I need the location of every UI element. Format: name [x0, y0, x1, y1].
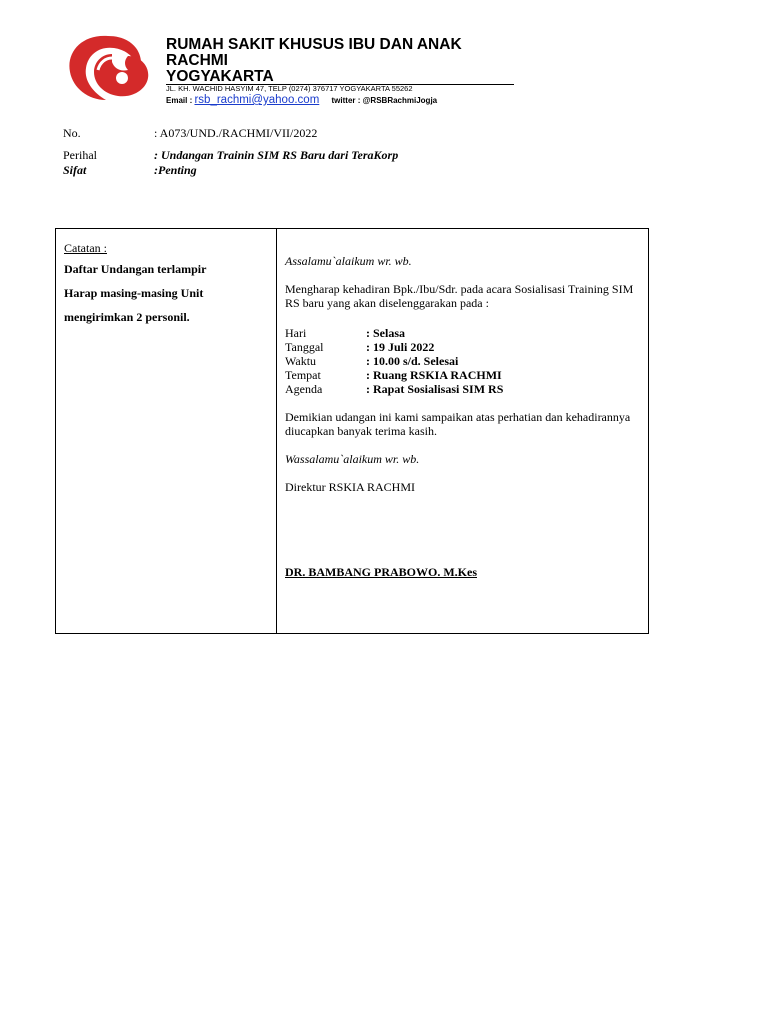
hospital-name-line1: RUMAH SAKIT KHUSUS IBU DAN ANAK	[166, 36, 462, 53]
detail-label: Hari	[285, 326, 307, 340]
priority-value: :Penting	[154, 163, 197, 177]
mother-child-logo-icon	[62, 30, 154, 104]
twitter-handle: twitter : @RSBRachmiJogja	[331, 96, 438, 105]
number-label: No.	[63, 126, 81, 140]
signer-title: Direktur RSKIA RACHMI	[285, 480, 416, 494]
notes-line: Harap masing-masing Unit	[64, 286, 204, 300]
letter-body-box	[55, 228, 649, 634]
contact-line	[166, 94, 437, 106]
detail-value: : 10.00 s/d. Selesai	[366, 354, 459, 368]
hospital-city: YOGYAKARTA	[166, 68, 274, 85]
detail-value: : Selasa	[366, 326, 405, 340]
hospital-address: JL. KH. WACHID HASYIM 47, TELP (0274) 376717 YOGYAKARTA 55262	[166, 84, 413, 93]
subject-label: Perihal	[63, 148, 97, 162]
notes-line: mengirimkan 2 personil.	[64, 310, 190, 324]
email-label: Email :	[166, 96, 193, 105]
closing-block	[285, 410, 645, 494]
detail-value: : Rapat Sosialisasi SIM RS	[366, 382, 504, 396]
email-link[interactable]: rsb_rachmi@yahoo.com	[194, 94, 320, 106]
signer-name: DR. BAMBANG PRABOWO. M.Kes	[285, 565, 477, 579]
detail-value: : 19 Juli 2022	[366, 340, 435, 354]
number-value: : A073/UND./RACHMI/VII/2022	[154, 126, 318, 140]
hospital-name-line2: RACHMI	[166, 52, 228, 69]
detail-label: Agenda	[285, 382, 323, 396]
greeting: Assalamu`alaikum wr. wb.	[285, 254, 412, 268]
column-divider	[276, 229, 277, 633]
detail-label: Tanggal	[285, 340, 324, 354]
detail-label: Waktu	[285, 354, 317, 368]
notes-column	[64, 241, 269, 328]
intro-paragraph: Mengharap kehadiran Bpk./Ibu/Sdr. pada acara Sosialisasi Training SIM RS baru yang akan diselenggarakan pada :	[285, 282, 634, 310]
farewell: Wassalamu`alaikum wr. wb.	[285, 452, 420, 466]
detail-label: Tempat	[285, 368, 321, 382]
notes-line: Daftar Undangan terlampir	[64, 262, 207, 276]
subject-value: : Undangan Trainin SIM RS Baru dari TeraKorp	[154, 148, 399, 162]
priority-label: Sifat	[63, 163, 87, 177]
detail-value: : Ruang RSKIA RACHMI	[366, 368, 502, 382]
closing-paragraph: Demikian udangan ini kami sampaikan atas perhatian dan kehadirannya diucapkan banyak terima kasih.	[285, 410, 631, 438]
letter-content	[285, 254, 645, 310]
notes-title: Catatan :	[64, 241, 107, 255]
